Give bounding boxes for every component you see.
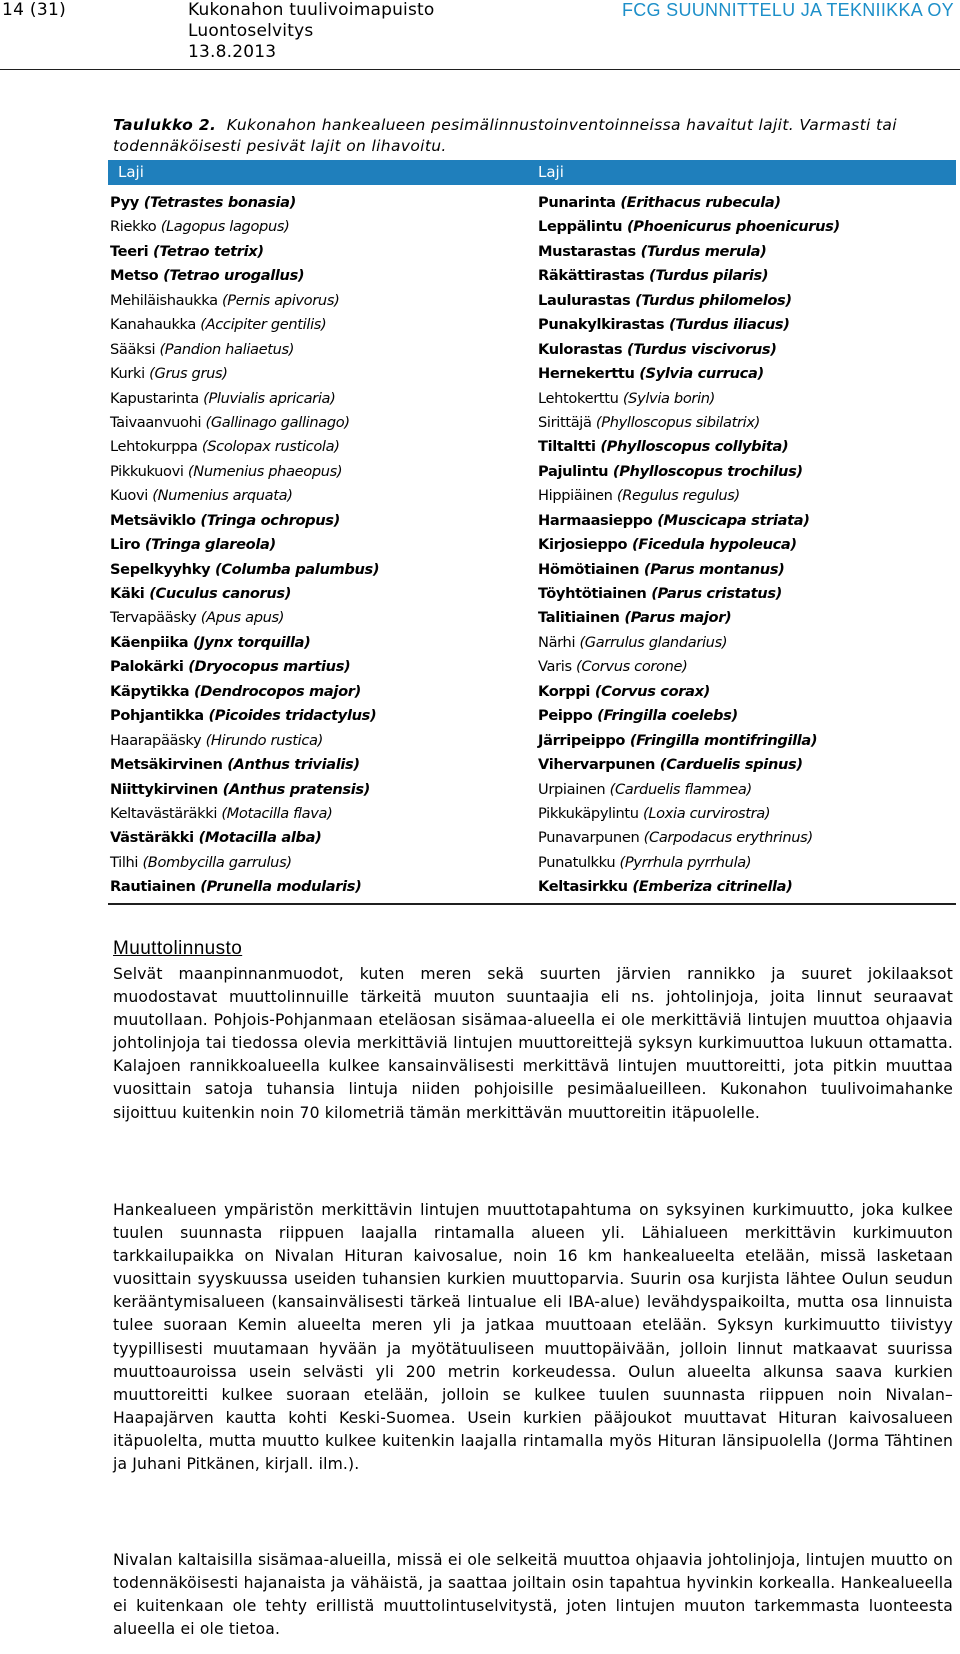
header-title-block: [188, 0, 435, 63]
species-cell-right: [538, 484, 740, 508]
species-common-name: Käpytikka: [110, 682, 190, 700]
species-scientific-name: (Sylvia borin): [622, 389, 716, 407]
species-scientific-name: (Tetrastes bonasia): [143, 194, 296, 211]
document-date: 13.8.2013: [188, 42, 277, 62]
species-cell-left: [110, 582, 291, 606]
table-row: [108, 484, 956, 508]
species-scientific-name: (Carduelis flammea): [609, 780, 752, 798]
species-common-name: Punavarpunen: [538, 829, 640, 847]
table-header: [108, 160, 956, 185]
species-cell-left: [110, 704, 376, 728]
species-scientific-name: (Apus apus): [200, 609, 285, 627]
species-common-name: Pajulintu: [538, 462, 609, 480]
table-row: [108, 533, 956, 557]
species-scientific-name: (Cuculus canorus): [149, 585, 292, 602]
species-common-name: Niittykirvinen: [110, 780, 218, 798]
table-row: [108, 704, 956, 728]
species-scientific-name: (Numenius phaeopus): [187, 462, 343, 480]
table-row: [108, 851, 956, 875]
species-common-name: Sepelkyyhky: [110, 560, 211, 578]
table-row: [108, 753, 956, 777]
species-common-name: Talitiainen: [538, 609, 620, 627]
species-common-name: Palokärki: [110, 658, 184, 676]
species-scientific-name: (Pernis apivorus): [221, 291, 340, 309]
species-cell-right: [538, 387, 715, 411]
paragraph: Nivalan kaltaisilla sisämaa-alueilla, missä ei ole selkeitä muuttoa ohjaavia johtolinjoja, lintujen muutto on todennäköisesti hajanaista ja vähäistä, ja saattaa joiltain osin tapahtua hyvinkin korkealla. Hankealueella ei kuitenkaan ole tehty erillistä muuttolintuselvitystä, joten lintujen muuton tarkemmasta luonteesta alueella ei ole tietoa.: [113, 1551, 953, 1639]
species-scientific-name: (Anthus pratensis): [222, 780, 371, 798]
species-cell-left: [110, 411, 350, 435]
species-common-name: Närhi: [538, 633, 576, 651]
table-row: [108, 778, 956, 802]
species-cell-left: [110, 533, 276, 557]
species-common-name: Pyy: [110, 194, 139, 211]
species-common-name: Kulorastas: [538, 340, 623, 358]
species-common-name: Keltasirkku: [538, 878, 628, 896]
species-common-name: Mehiläishaukka: [110, 291, 218, 309]
species-common-name: Leppälintu: [538, 218, 623, 236]
species-scientific-name: (Pyrrhula pyrrhula): [619, 853, 752, 871]
species-cell-right: [538, 362, 764, 386]
species-common-name: Lehtokerttu: [538, 389, 619, 407]
species-cell-right: [538, 289, 792, 313]
table-caption: [113, 115, 953, 157]
paragraph: Hankealueen ympäristön merkittävin lintujen muuttotapahtuma on syksyinen kurkimuutto, joka kulkee tuulen suunnasta riippuen laajalla rintamalla alueen yli. Lähialueen merkittävin kurkimuuton tarkkailupaikka on Nivalan Hituran kaivosalue, noin 16 km hankealueelta etelään, missä lasketaan vuosittain syyskuussa useiden tuhansien kurkien muuttoparvia. Suurin osa kurjista lähtee Oulun seudun kerääntymisalueen (kansainvälisesti tärkeä lintualue eli IBA-alue) levähdyspaikoilta, mutta osa linnuista tulee suoraan Kemin alueelta meren yli ja jatkaa muuttoaan etelään. Syksyn kurkimuutto tiivistyy tyypillisesti muutamaan hyvään ja myötätuuliseen muuttopäivään, jolloin linnut matkaavat suurissa muuttoauroissa usein selvästi yli 200 metrin korkeudessa. Oulun alueelta alkunsa saava kurkien muuttoreitti kulkee suoraan etelään, jolloin se kulkee tuulen suunnasta riippuen noin Nivalan–Haapajärven kautta kohti Keski-Suomea. Usein kurkien pääjoukot muuttavat Hituran kaivosalueen itäpuolelta, mutta muutto kulkee kuitenkin laajalla rintamalla myös Hituran länsipuolella (Jorma Tähtinen ja Juhani Pitkänen, kirjall. ilm.).: [113, 1201, 953, 1474]
species-scientific-name: (Lagopus lagopus): [160, 218, 290, 236]
species-scientific-name: (Muscicapa striata): [657, 511, 810, 529]
page-number: 14 (31): [2, 0, 67, 20]
table-row: [108, 729, 956, 753]
species-scientific-name: (Pluvialis apricaria): [203, 389, 336, 407]
species-scientific-name: (Jynx torquilla): [193, 633, 311, 651]
species-scientific-name: (Fringilla coelebs): [597, 707, 738, 725]
species-cell-right: [538, 802, 770, 826]
species-scientific-name: (Phylloscopus collybita): [600, 438, 789, 456]
species-common-name: Punatulkku: [538, 853, 616, 871]
table-body: [108, 191, 956, 900]
species-scientific-name: (Turdus philomelos): [635, 291, 792, 309]
species-common-name: Hippiäinen: [538, 487, 613, 505]
species-cell-right: [538, 778, 752, 802]
species-cell-right: [538, 215, 840, 239]
species-scientific-name: (Fringilla montifringilla): [629, 731, 818, 749]
table-row: [108, 435, 956, 459]
species-cell-left: [110, 655, 350, 679]
species-scientific-name: (Motacilla alba): [198, 829, 322, 847]
species-common-name: Västäräkki: [110, 829, 194, 847]
species-common-name: Vihervarpunen: [538, 756, 656, 774]
species-cell-right: [538, 875, 792, 899]
species-common-name: Kanahaukka: [110, 316, 196, 334]
project-title: Kukonahon tuulivoimapuisto: [188, 0, 435, 20]
species-scientific-name: (Parus cristatus): [651, 585, 782, 602]
species-cell-left: [110, 191, 296, 215]
species-common-name: Metso: [110, 267, 159, 285]
species-scientific-name: (Anthus trivialis): [227, 756, 360, 774]
species-cell-left: [110, 631, 311, 655]
species-scientific-name: (Phylloscopus trochilus): [612, 462, 803, 480]
table-row: [108, 606, 956, 630]
species-cell-left: [110, 338, 294, 362]
species-cell-left: [110, 435, 340, 459]
species-scientific-name: (Sylvia curruca): [639, 365, 764, 383]
species-common-name: Hernekerttu: [538, 365, 635, 383]
species-common-name: Punakylkirastas: [538, 316, 665, 334]
species-common-name: Punarinta: [538, 194, 616, 211]
species-scientific-name: (Corvus corax): [594, 682, 710, 700]
species-scientific-name: (Tetrao tetrix): [153, 242, 264, 260]
document-type: Luontoselvitys: [188, 21, 314, 41]
species-scientific-name: (Accipiter gentilis): [200, 316, 327, 334]
species-common-name: Harmaasieppo: [538, 511, 653, 529]
header-divider: [0, 69, 960, 70]
species-cell-left: [110, 484, 293, 508]
species-common-name: Urpiainen: [538, 780, 606, 798]
species-cell-right: [538, 655, 688, 679]
species-scientific-name: (Tringa glareola): [144, 536, 276, 554]
species-common-name: Kuovi: [110, 487, 148, 505]
species-common-name: Metsäviklo: [110, 511, 196, 529]
table-row: [108, 558, 956, 582]
species-scientific-name: (Gallinago gallinago): [205, 413, 350, 431]
species-cell-right: [538, 631, 727, 655]
column-header-species-right: Laji: [538, 163, 564, 181]
species-cell-right: [538, 411, 760, 435]
species-scientific-name: (Numenius arquata): [152, 487, 293, 505]
species-cell-right: [538, 264, 768, 288]
species-common-name: Pikkukäpylintu: [538, 804, 639, 822]
species-scientific-name: (Turdus pilaris): [649, 267, 769, 285]
species-common-name: Pikkukuovi: [110, 462, 184, 480]
species-cell-left: [110, 387, 335, 411]
species-cell-right: [538, 435, 788, 459]
table-row: [108, 655, 956, 679]
species-cell-right: [538, 680, 710, 704]
species-common-name: Tervapääsky: [110, 609, 197, 627]
table-row: [108, 826, 956, 850]
species-common-name: Lehtokurppa: [110, 438, 198, 456]
species-scientific-name: (Loxia curvirostra): [643, 804, 771, 822]
species-cell-left: [110, 558, 379, 582]
species-common-name: Liro: [110, 536, 141, 554]
species-common-name: Peippo: [538, 707, 593, 725]
species-cell-right: [538, 606, 731, 630]
species-scientific-name: (Pandion haliaetus): [159, 340, 295, 358]
species-cell-right: [538, 533, 797, 557]
species-cell-right: [538, 240, 766, 264]
species-common-name: Riekko: [110, 218, 157, 236]
species-scientific-name: (Corvus corone): [576, 658, 688, 676]
species-cell-left: [110, 875, 361, 899]
table-caption-text: Kukonahon hankealueen pesimälinnustoinventoinneissa havaitut lajit. Varmasti tai todennäköisesti pesivät lajit on lihavoitu.: [113, 116, 897, 155]
table-row: [108, 338, 956, 362]
species-common-name: Mustarastas: [538, 242, 636, 260]
species-common-name: Järripeippo: [538, 731, 626, 749]
species-scientific-name: (Turdus viscivorus): [626, 340, 777, 358]
table-row: [108, 191, 956, 215]
species-common-name: Kirjosieppo: [538, 536, 628, 554]
table-row: [108, 875, 956, 899]
species-common-name: Käenpiika: [110, 633, 189, 651]
species-cell-right: [538, 851, 751, 875]
table-row: [108, 215, 956, 239]
species-cell-left: [110, 753, 360, 777]
species-common-name: Taivaanvuohi: [110, 413, 202, 431]
species-common-name: Korppi: [538, 682, 591, 700]
species-scientific-name: (Columba palumbus): [214, 560, 380, 578]
species-common-name: Metsäkirvinen: [110, 756, 223, 774]
species-scientific-name: (Regulus regulus): [616, 487, 740, 505]
species-common-name: Töyhtötiainen: [538, 585, 647, 602]
table-row: [108, 240, 956, 264]
species-cell-left: [110, 313, 326, 337]
table-row: [108, 387, 956, 411]
species-common-name: Rautiainen: [110, 878, 196, 896]
paragraph: Selvät maanpinnanmuodot, kuten meren sekä suurten järvien rannikko ja suuret jokilaaksot muodostavat muuttolinnuille tärkeitä muuton suuntaajia eli ns. johtolinjoja, joita linnut seuraavat muutollaan. Pohjois-Pohjanmaan eteläosan sisämaa-alueella ei ole merkittäviä lintujen muuttoa ohjaavia johtolinjoja tai tiedossa olevia merkittäviä lintujen muuttoreittejä syksyn kurkimuuttoa lukuun ottamatta. Kalajoen rannikkoalueella kulkee kansainvälisesti merkittävä lintujen muuttoreitti, jota pitkin muuttaa vuosittain satoja tuhansia lintuja niiden pohjoisille pesimäalueilleen. Kukonahon tuulivoimahanke sijoittuu kuitenkin noin 70 kilometriä tämän merkittävän muuttoreitin itäpuolelle.: [113, 965, 953, 1122]
species-scientific-name: (Dendrocopos major): [193, 682, 361, 700]
species-common-name: Varis: [538, 658, 572, 676]
species-cell-right: [538, 753, 803, 777]
species-cell-right: [538, 338, 777, 362]
table-row: [108, 509, 956, 533]
species-scientific-name: (Tetrao urogallus): [163, 267, 305, 285]
species-cell-left: [110, 240, 264, 264]
species-common-name: Haarapääsky: [110, 731, 202, 749]
species-scientific-name: (Picoides tridactylus): [208, 707, 377, 725]
species-common-name: Räkättirastas: [538, 267, 645, 285]
species-scientific-name: (Motacilla flava): [221, 804, 333, 822]
species-common-name: Kurki: [110, 365, 145, 383]
species-cell-left: [110, 826, 321, 850]
species-cell-left: [110, 460, 342, 484]
table-row: [108, 582, 956, 606]
species-scientific-name: (Hirundo rustica): [205, 731, 323, 749]
species-table: [108, 160, 956, 905]
table-row: [108, 631, 956, 655]
species-scientific-name: (Parus montanus): [643, 560, 785, 578]
table-row: [108, 264, 956, 288]
species-common-name: Teeri: [110, 242, 149, 260]
species-scientific-name: (Phylloscopus sibilatrix): [595, 413, 760, 431]
species-scientific-name: (Prunella modularis): [200, 878, 362, 896]
species-scientific-name: (Bombycilla garrulus): [142, 853, 292, 871]
species-cell-right: [538, 582, 782, 606]
species-common-name: Käki: [110, 585, 145, 602]
species-cell-left: [110, 362, 228, 386]
column-header-species-left: Laji: [118, 163, 144, 181]
species-scientific-name: (Erithacus rubecula): [620, 194, 781, 211]
species-cell-right: [538, 729, 817, 753]
species-cell-left: [110, 289, 339, 313]
species-cell-left: [110, 851, 292, 875]
species-scientific-name: (Phoenicurus phoenicurus): [626, 218, 840, 236]
table-row: [108, 289, 956, 313]
species-cell-right: [538, 704, 738, 728]
species-scientific-name: (Tringa ochropus): [200, 511, 340, 529]
table-row: [108, 362, 956, 386]
species-cell-right: [538, 460, 803, 484]
table-row: [108, 411, 956, 435]
species-common-name: Keltavästäräkki: [110, 804, 218, 822]
species-common-name: Sirittäjä: [538, 413, 592, 431]
species-scientific-name: (Parus major): [624, 609, 732, 627]
species-scientific-name: (Turdus iliacus): [668, 316, 790, 334]
company-name: FCG SUUNNITTELU JA TEKNIIKKA OY: [621, 0, 954, 20]
species-cell-right: [538, 558, 785, 582]
table-row: [108, 460, 956, 484]
species-cell-right: [538, 826, 813, 850]
species-scientific-name: (Dryocopus martius): [188, 658, 351, 676]
species-scientific-name: (Carduelis spinus): [659, 756, 803, 774]
species-scientific-name: (Emberiza citrinella): [632, 878, 793, 896]
table-row: [108, 680, 956, 704]
species-cell-left: [110, 778, 370, 802]
species-scientific-name: (Garrulus glandarius): [579, 633, 728, 651]
species-common-name: Kapustarinta: [110, 389, 199, 407]
species-cell-left: [110, 509, 340, 533]
species-cell-left: [110, 729, 323, 753]
section-heading: Muuttolinnusto: [113, 938, 243, 959]
species-common-name: Hömötiainen: [538, 560, 640, 578]
table-bottom-rule: [108, 903, 956, 905]
species-cell-left: [110, 264, 304, 288]
table-row: [108, 802, 956, 826]
species-scientific-name: (Carpodacus erythrinus): [643, 829, 813, 847]
table-row: [108, 313, 956, 337]
species-common-name: Pohjantikka: [110, 707, 204, 725]
species-cell-left: [110, 680, 361, 704]
species-scientific-name: (Ficedula hypoleuca): [631, 536, 797, 554]
species-cell-right: [538, 191, 781, 215]
species-cell-right: [538, 509, 810, 533]
species-cell-left: [110, 802, 332, 826]
species-scientific-name: (Grus grus): [149, 365, 228, 383]
species-cell-left: [110, 215, 289, 239]
species-common-name: Laulurastas: [538, 291, 631, 309]
species-cell-right: [538, 313, 790, 337]
species-scientific-name: (Turdus merula): [640, 242, 767, 260]
species-common-name: Sääksi: [110, 340, 156, 358]
table-caption-label: Taulukko 2.: [113, 116, 217, 134]
species-common-name: Tiltaltti: [538, 438, 596, 456]
species-cell-left: [110, 606, 284, 630]
species-common-name: Tilhi: [110, 853, 139, 871]
species-scientific-name: (Scolopax rusticola): [201, 438, 340, 456]
